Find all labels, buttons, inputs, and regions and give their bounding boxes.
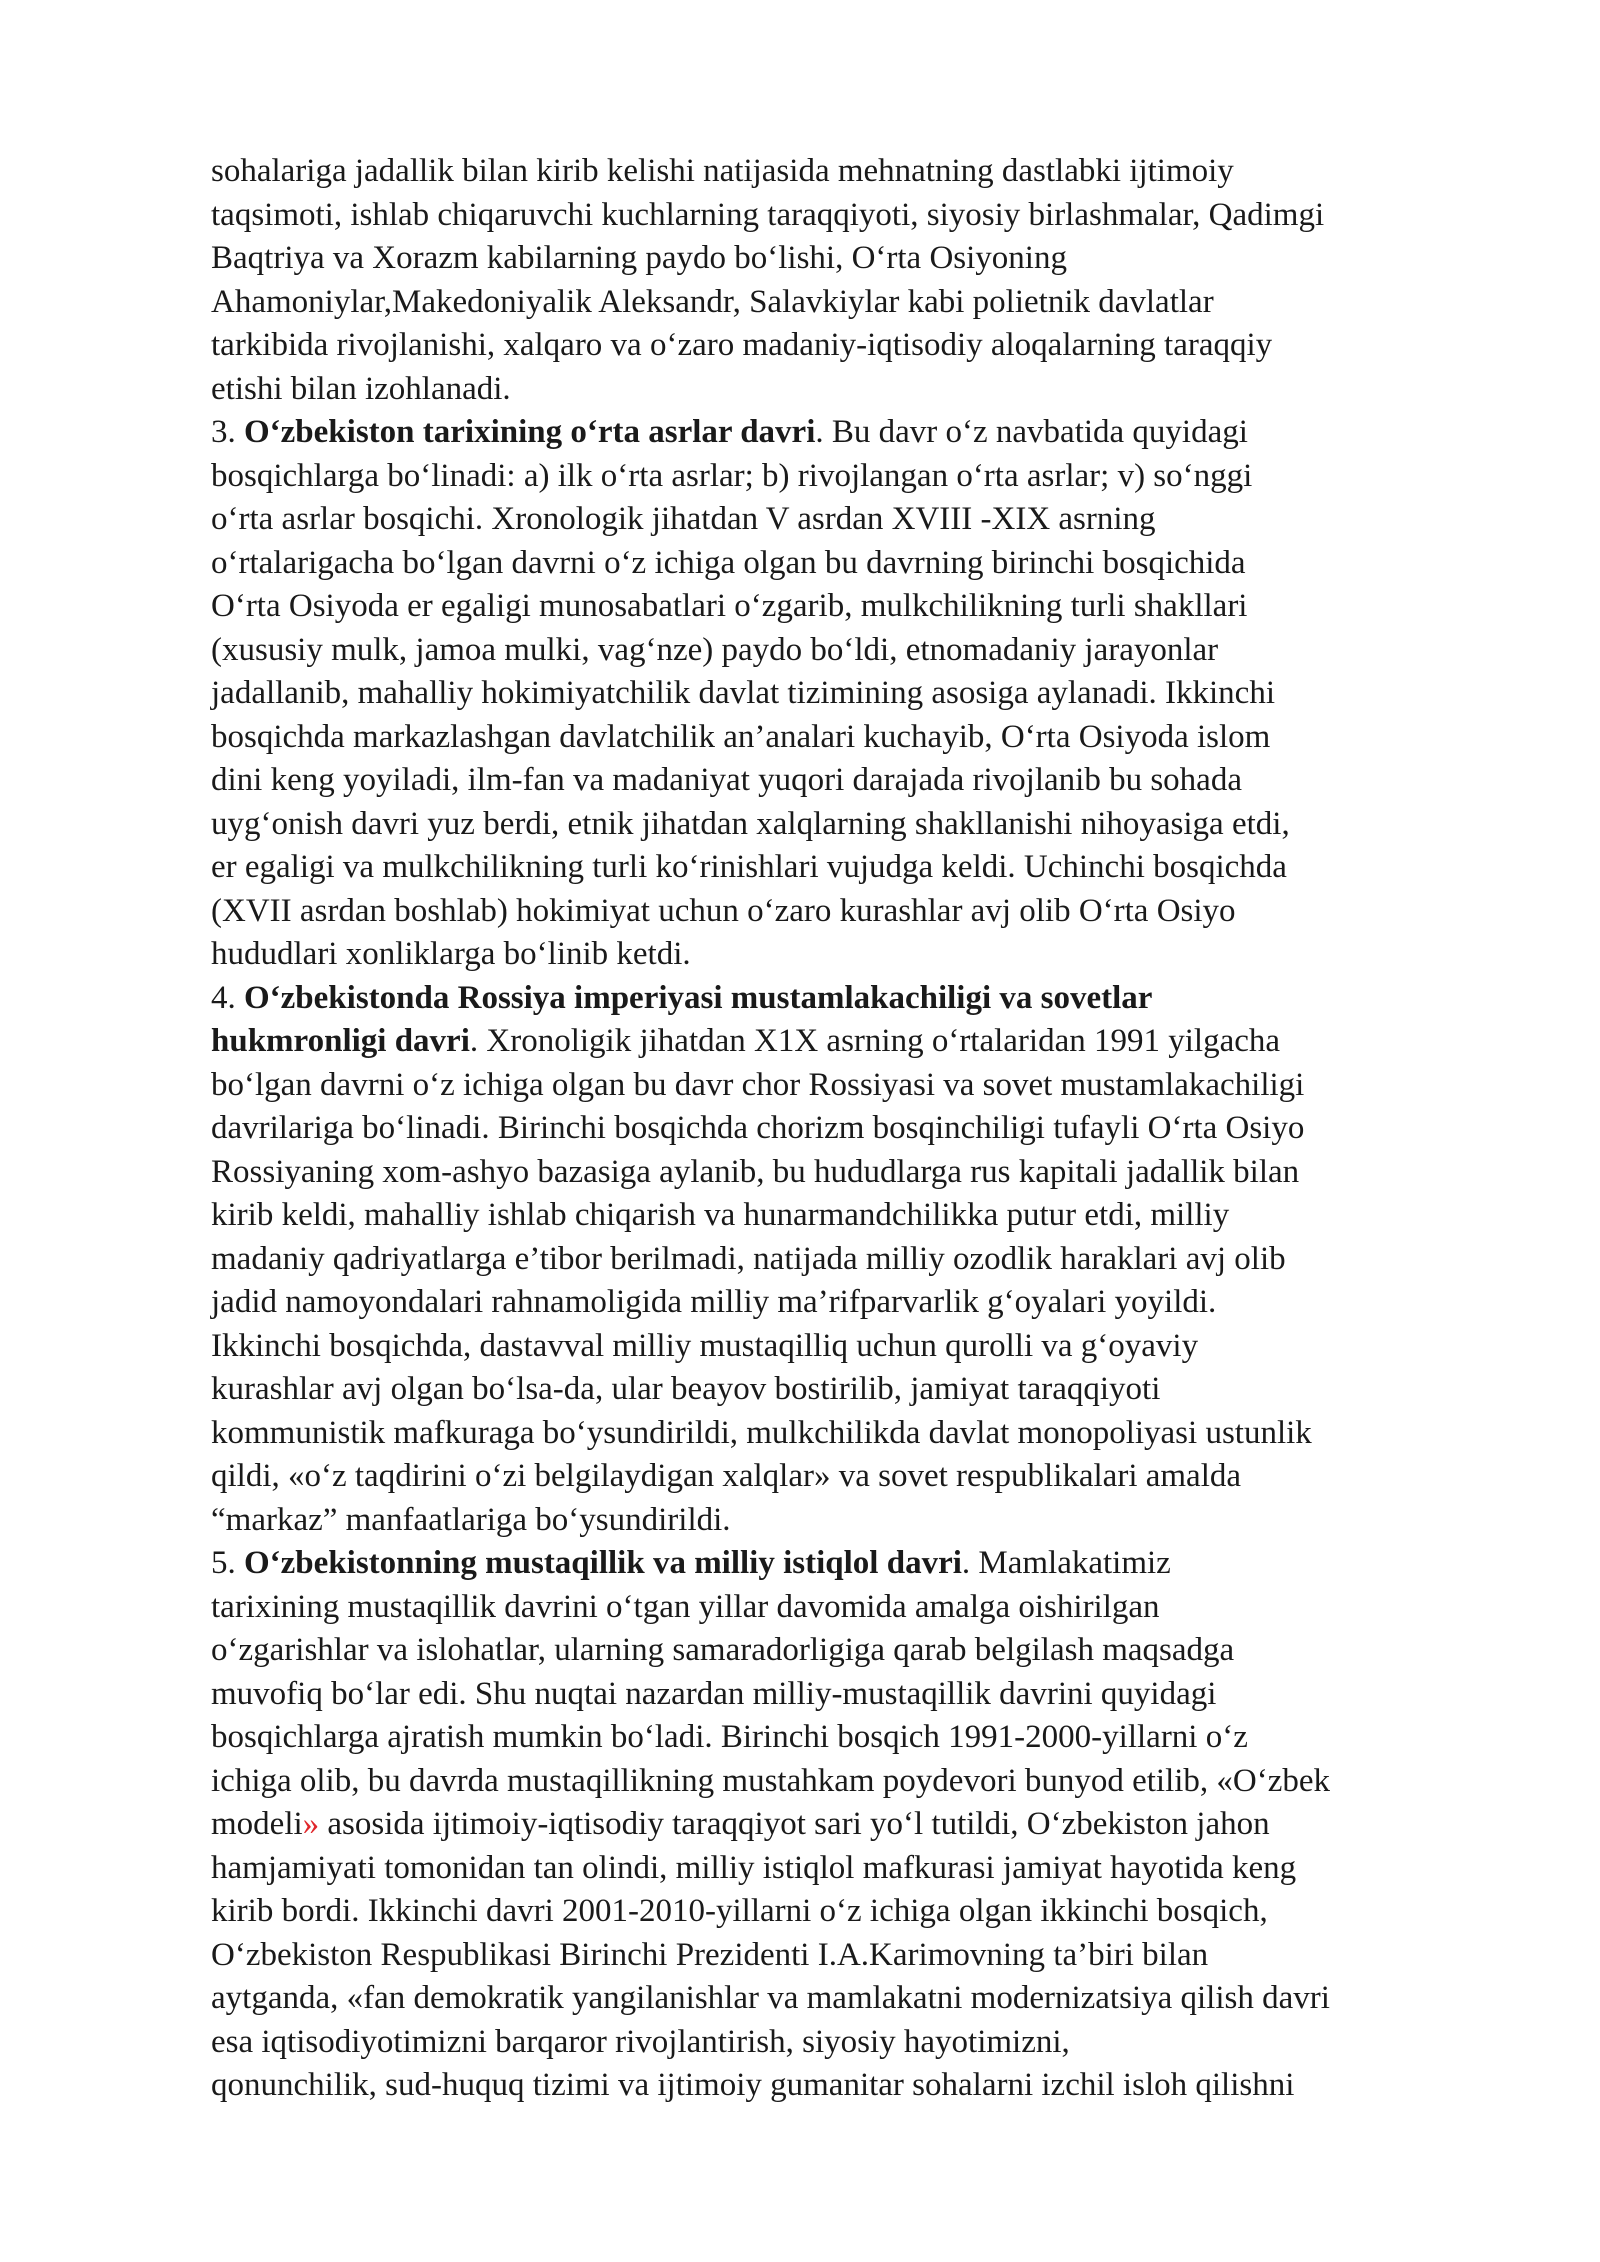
text-segment: 5. — [211, 1545, 244, 1581]
text-line — [211, 455, 1511, 499]
text-segment: Rossiyaning xom-ashyo bazasiga aylanib, bu hududlarga rus kapitali jadallik bilan — [211, 1153, 1300, 1190]
text-line — [211, 1716, 1511, 1760]
text-segment: Ikkinchi bosqichda, dastavval milliy mustaqilliq uchun qurolli va gʻoyaviy — [211, 1327, 1199, 1364]
text-segment: Ahamoniylar,Makedoniyalik Aleksandr, Salavkiylar kabi polietnik davlatlar — [211, 283, 1214, 320]
text-line — [211, 194, 1511, 238]
text-line — [211, 1325, 1511, 1369]
section-heading: Oʻzbekistonda Rossiya imperiyasi mustamlakachiligi va sovetlar — [244, 979, 1153, 1016]
text-segment: kommunistik mafkuraga boʻysundirildi, mulkchilikda davlat monopoliyasi ustunlik — [211, 1414, 1312, 1451]
section-heading: hukmronligi davri — [211, 1023, 470, 1059]
text-line — [211, 281, 1511, 325]
text-segment: esa iqtisodiyotimizni barqaror rivojlantirish, siyosiy hayotimizni, — [211, 2023, 1070, 2060]
text-segment: (xususiy mulk, jamoa mulki, vagʻnze) paydo boʻldi, etnomadaniy jarayonlar — [211, 631, 1219, 668]
section-heading: Oʻzbekistonning mustaqillik va milliy istiqlol davri — [244, 1545, 962, 1581]
text-segment: hamjamiyati tomonidan tan olindi, milliy istiqlol mafkurasi jamiyat hayotida keng — [211, 1849, 1297, 1886]
text-segment: bosqichlarga boʻlinadi: a) ilk oʻrta asrlar; b) rivojlangan oʻrta asrlar; v) soʻnggi — [211, 457, 1253, 494]
text-line — [211, 1281, 1511, 1325]
text-line — [211, 890, 1511, 934]
highlighted-quote-mark: » — [302, 1806, 320, 1842]
text-line — [211, 1107, 1511, 1151]
section-heading: Oʻzbekiston tarixining oʻrta asrlar davri — [244, 414, 816, 450]
text-segment: qonunchilik, sud-huquq tizimi va ijtimoiy gumanitar sohalarni izchil isloh qilishni — [211, 2067, 1295, 2103]
text-line — [211, 803, 1511, 847]
text-line — [211, 498, 1511, 542]
text-segment: asosida ijtimoiy-iqtisodiy taraqqiyot sari yoʻl tutildi, Oʻzbekiston jahon — [319, 1806, 1270, 1842]
text-segment: ichiga olib, bu davrda mustaqillikning mustahkam poydevori bunyod etilib, «Oʻzbek — [211, 1762, 1331, 1799]
text-segment: qildi, «oʻz taqdirini oʻzi belgilaydigan xalqlar» va sovet respublikalari amalda — [211, 1458, 1242, 1494]
text-line — [211, 411, 1511, 455]
text-line — [211, 585, 1511, 629]
text-segment: boʻlgan davrni oʻz ichiga olgan bu davr chor Rossiyasi va sovet mustamlakachiligi — [211, 1066, 1305, 1103]
text-segment: aytganda, «fan demokratik yangilanishlar va mamlakatni modernizatsiya qilish davri — [211, 1980, 1330, 2016]
text-segment: davrilariga boʻlinadi. Birinchi bosqichda chorizm bosqinchiligi tufayli Oʻrta Osiyo — [211, 1110, 1305, 1146]
text-segment: . Xronoligik jihatdan X1X asrning oʻrtalaridan 1991 yilgacha — [469, 1023, 1281, 1059]
text-segment: tarkibida rivojlanishi, xalqaro va oʻzaro madaniy-iqtisodiy aloqalarning taraqqiy — [211, 327, 1273, 363]
text-line — [211, 977, 1511, 1021]
text-segment: . Mamlakatimiz — [961, 1545, 1171, 1581]
document-page — [211, 150, 1511, 2108]
text-segment: er egaligi va mulkchilikning turli koʻrinishlari vujudga keldi. Uchinchi bosqichda — [211, 849, 1287, 885]
text-line — [211, 1847, 1511, 1891]
text-line — [211, 1455, 1511, 1499]
text-segment: uygʻonish davri yuz berdi, etnik jihatdan xalqlarning shakllanishi nihoyasiga etdi, — [211, 805, 1290, 842]
text-line — [211, 1934, 1511, 1978]
text-line — [211, 846, 1511, 890]
text-line — [211, 1499, 1511, 1543]
text-segment: etishi bilan izohlanadi. — [211, 370, 511, 407]
text-segment: Oʻzbekiston Respublikasi Birinchi Prezidenti I.A.Karimovning ta’biri bilan — [211, 1936, 1209, 1973]
text-segment: muvofiq boʻlar edi. Shu nuqtai nazardan milliy-mustaqillik davrini quyidagi — [211, 1675, 1217, 1712]
text-segment: modeli — [211, 1806, 303, 1842]
text-line — [211, 716, 1511, 760]
text-line — [211, 1238, 1511, 1282]
text-line — [211, 324, 1511, 368]
text-segment: madaniy qadriyatlarga e’tibor berilmadi, natijada milliy ozodlik haraklari avj olib — [211, 1240, 1286, 1277]
text-line — [211, 1977, 1511, 2021]
text-line — [211, 933, 1511, 977]
text-line — [211, 1020, 1511, 1064]
text-segment: oʻrta asrlar bosqichi. Xronologik jihatdan V asrdan XVIII -XIX asrning — [211, 501, 1156, 537]
text-line — [211, 150, 1511, 194]
text-segment: kirib keldi, mahalliy ishlab chiqarish va hunarmandchilikka putur etdi, milliy — [211, 1197, 1230, 1233]
text-line — [211, 368, 1511, 412]
text-line — [211, 1803, 1511, 1847]
text-segment: bosqichda markazlashgan davlatchilik an’analari kuchayib, Oʻrta Osiyoda islom — [211, 718, 1271, 755]
text-segment: oʻzgarishlar va islohatlar, ularning samaradorligiga qarab belgilash maqsadga — [211, 1632, 1235, 1668]
text-line — [211, 1760, 1511, 1804]
text-line — [211, 1412, 1511, 1456]
text-line — [211, 759, 1511, 803]
text-line — [211, 1194, 1511, 1238]
text-segment: Baqtriya va Xorazm kabilarning paydo boʻlishi, Oʻrta Osiyoning — [211, 240, 1067, 276]
text-line — [211, 2021, 1511, 2065]
text-segment: “markaz” manfaatlariga boʻysundirildi. — [211, 1501, 731, 1538]
text-line — [211, 2064, 1511, 2108]
text-segment: Oʻrta Osiyoda er egaligi munosabatlari oʻzgarib, mulkchilikning turli shakllari — [211, 588, 1248, 624]
text-line — [211, 1629, 1511, 1673]
text-segment: sohalariga jadallik bilan kirib kelishi natijasida mehnatning dastlabki ijtimoiy — [211, 153, 1234, 189]
text-segment: jadallanib, mahalliy hokimiyatchilik davlat tizimining asosiga aylanadi. Ikkinchi — [211, 675, 1275, 711]
text-line — [211, 1542, 1511, 1586]
text-line — [211, 1586, 1511, 1630]
text-line — [211, 542, 1511, 586]
text-line — [211, 1368, 1511, 1412]
text-segment: kirib bordi. Ikkinchi davri 2001-2010-yillarni oʻz ichiga olgan ikkinchi bosqich, — [211, 1893, 1268, 1929]
text-segment: 4. — [211, 979, 244, 1016]
text-segment: tarixining mustaqillik davrini oʻtgan yillar davomida amalga oishirilgan — [211, 1588, 1160, 1625]
text-line — [211, 1673, 1511, 1717]
text-segment: kurashlar avj olgan boʻlsa-da, ular beayov bostirilib, jamiyat taraqqiyoti — [211, 1371, 1161, 1407]
text-line — [211, 672, 1511, 716]
text-line — [211, 1890, 1511, 1934]
text-segment: 3. — [211, 414, 244, 450]
text-segment: jadid namoyondalari rahnamoligida milliy ma’rifparvarlik gʻoyalari yoyildi. — [211, 1284, 1217, 1320]
text-segment: (XVII asrdan boshlab) hokimiyat uchun oʻzaro kurashlar avj olib Oʻrta Osiyo — [211, 892, 1236, 929]
text-segment: hududlari xonliklarga boʻlinib ketdi. — [211, 936, 691, 972]
text-line — [211, 1064, 1511, 1108]
text-segment: taqsimoti, ishlab chiqaruvchi kuchlarning taraqqiyoti, siyosiy birlashmalar, Qadimgi — [211, 196, 1325, 233]
text-line — [211, 629, 1511, 673]
text-line — [211, 237, 1511, 281]
text-segment: bosqichlarga ajratish mumkin boʻladi. Birinchi bosqich 1991-2000-yillarni oʻz — [211, 1719, 1248, 1755]
text-line — [211, 1151, 1511, 1195]
text-segment: dini keng yoyiladi, ilm-fan va madaniyat yuqori darajada rivojlanib bu sohada — [211, 762, 1242, 798]
text-segment: oʻrtalarigacha boʻlgan davrni oʻz ichiga olgan bu davrning birinchi bosqichida — [211, 544, 1246, 581]
text-segment: . Bu davr oʻz navbatida quyidagi — [815, 414, 1248, 450]
